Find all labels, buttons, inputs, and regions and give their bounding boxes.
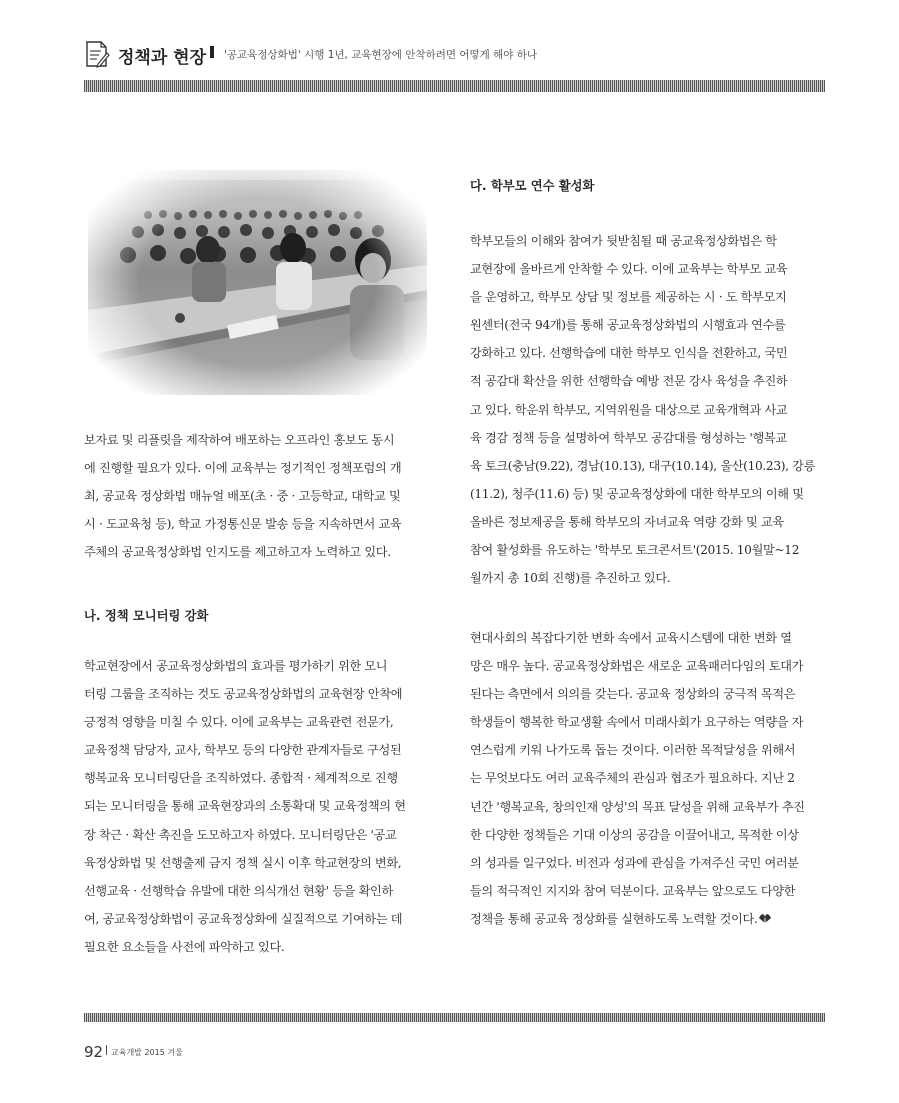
header-stripe (84, 80, 825, 92)
heading-parent-training: 다. 학부모 연수 활성화 (470, 179, 595, 193)
section-divider (210, 46, 214, 58)
end-mark-icon (758, 912, 772, 924)
footer-divider (106, 1045, 107, 1055)
page-number: 92 (84, 1043, 104, 1061)
magazine-name: 교육개발 2015 겨울 (111, 1048, 183, 1057)
document-icon (84, 40, 110, 68)
section-name: 정책과 현장 (118, 48, 207, 68)
right-column-para1: 학부모들의 이해와 참여가 뒷받침될 때 공교육정상화법은 학 교현장에 올바르게 안착할 수 있다. 이에 교육부는 학부모 교육 을 운영하고, 학부모 상담 및 정보를 제공하는 시 · 도 학부모지 원센터(전국 94개)를 통해 공교육정상화법의 시행효과 연수를 강화하고 있다. 선행학습에 대한 학부모 인식을 전환하고, 국민 적 공감대 확산을 위한 선행학습 예방 전문 강사 육성을 추진하 고 있다. 학운위 학부모, 지역위원을 대상으로 교육개혁과 사교 육 경감 정책 등을 설명하여 학부모 공감대를 형성하는 '행복교 육 토크(충남(9.22), 경남(10.13), 대구(10.14), 울산(10.23), 강릉 (11.2), 청주(11.6) 등) 및 공교육정상화에 대한 학부모의 이해 및 올바른 정보제공을 통해 학부모의 자녀교육 역량 강화 및 교육 참여 활성화를 유도하는 '학부모 토크콘서트'(2015. 10월말~12 월까지 총 10회 진행)를 추진하고 있다. (470, 234, 816, 586)
left-column-para2: 학교현장에서 공교육정상화법의 효과를 평가하기 위한 모니 터링 그룹을 조직하는 것도 공교육정상화법의 교육현장 안착에 긍정적 영향을 미칠 수 있다. 이에 교육부는 교육관련 전문가, 교육정책 담당자, 교사, 학부모 등의 다양한 관계자들로 구성된 행복교육 모니터링단을 조직하였다. 종합적 · 체계적으로 진행 되는 모니터링을 통해 교육현장과의 소통확대 및 교육정책의 현 장 착근 · 확산 촉진을 도모하고자 하였다. 모니터링단은 '공교 육정상화법 및 선행출제 금지 정책 실시 이후 학교현장의 변화, 선행교육 · 선행학습 유발에 대한 의식개선 현황' 등을 확인하 여, 공교육정상화법이 공교육정상화에 실질적으로 기여하는 데 필요한 요소들을 사전에 파악하고 있다. (84, 659, 406, 954)
left-column-para1: 보자료 및 리플릿을 제작하여 배포하는 오프라인 홍보도 동시 에 진행할 필요가 있다. 이에 교육부는 정기적인 정책포럼의 개 최, 공교육 정상화법 매뉴얼 배포(초 · 중 · 고등학교, 대학교 및 시 · 도교육청 등), 학교 가정통신문 발송 등을 지속하면서 교육 주체의 공교육정상화법 인지도를 제고하고자 노력하고 있다. (84, 433, 402, 560)
page-header (84, 40, 824, 74)
footer-stripe (84, 1013, 825, 1022)
right-column-para2: 현대사회의 복잡다기한 변화 속에서 교육시스템에 대한 변화 열 망은 매우 높다. 공교육정상화법은 새로운 교육패러다임의 토대가 된다는 측면에서 의의를 갖는다. 공교육 정상화의 궁극적 목적은 학생들이 행복한 학교생활 속에서 미래사회가 요구하는 역량을 자 연스럽게 키워 나가도록 돕는 것이다. 이러한 목적달성을 위해서 는 무엇보다도 여러 교육주체의 관심과 협조가 필요하다. 지난 2 년간 '행복교육, 창의인재 양성'의 목표 달성을 위해 교육부가 추진 한 다양한 정책들은 기대 이상의 공감을 이끌어내고, 목적한 이상 의 성과를 일구었다. 비전과 성과에 관심을 가져주신 국민 여러분 들의 적극적인 지지와 참여 덕분이다. 교육부는 앞으로도 다양한 정책을 통해 공교육 정상화를 실현하도록 노력할 것이다. (470, 631, 805, 926)
heading-monitoring: 나. 정책 모니터링 강화 (84, 609, 209, 623)
header-subtitle: '공교육정상화법' 시행 1년, 교육현장에 안착하려면 어떻게 해야 하나 (224, 49, 538, 61)
seminar-audience-photo (88, 170, 427, 395)
